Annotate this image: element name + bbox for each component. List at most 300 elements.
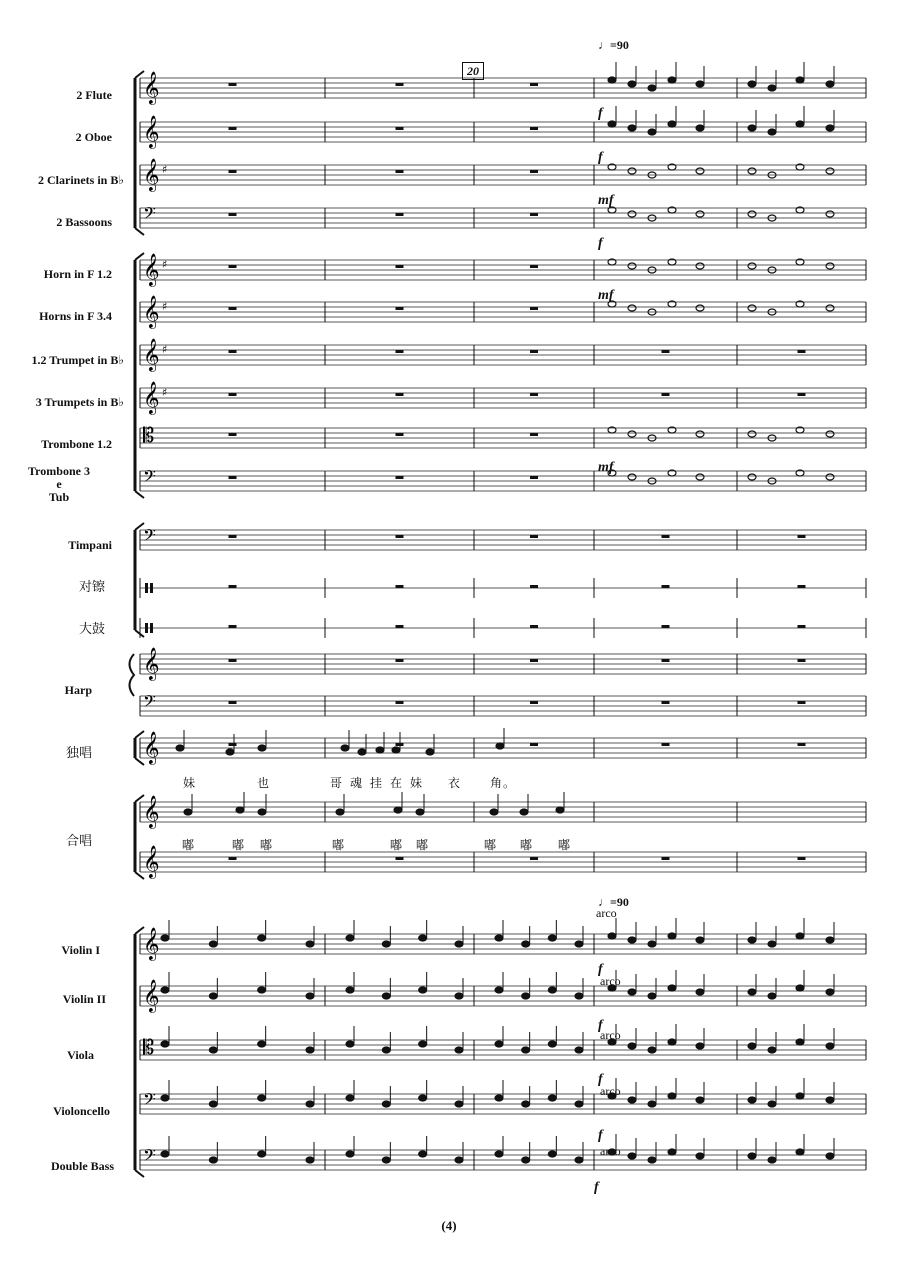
whole-rest — [662, 701, 670, 704]
note-head — [520, 809, 528, 815]
note-head — [496, 743, 504, 749]
whole-rest — [396, 170, 404, 173]
whole-rest — [396, 213, 404, 216]
whole-rest — [229, 127, 237, 130]
whole-rest — [530, 350, 538, 353]
note-head — [648, 1101, 656, 1107]
note-head — [416, 809, 424, 815]
whole-rest — [530, 585, 538, 588]
note-head — [258, 809, 266, 815]
note-head — [696, 1153, 704, 1159]
treble-clef-icon: 𝄞 — [143, 731, 160, 764]
treble-clef-icon: 𝄞 — [143, 71, 160, 104]
label-bassoon: 2 Bassoons — [56, 215, 112, 229]
note-head — [696, 168, 704, 174]
note-head — [209, 1101, 217, 1107]
note-head — [748, 305, 756, 311]
whole-rest — [662, 743, 670, 746]
whole-rest — [530, 170, 538, 173]
arco-vln1: arco — [596, 906, 617, 920]
note-head — [668, 77, 676, 83]
note-head — [668, 121, 676, 127]
note-head — [382, 1047, 390, 1053]
note-head — [796, 985, 804, 991]
percussion-clef-icon — [150, 623, 153, 633]
note-head — [696, 989, 704, 995]
treble-clef-icon: 𝄞 — [143, 338, 160, 371]
note-head — [382, 1101, 390, 1107]
note-head — [392, 747, 400, 753]
whole-rest — [798, 535, 806, 538]
note-head — [258, 1151, 266, 1157]
whole-rest — [229, 476, 237, 479]
note-head — [748, 431, 756, 437]
note-head — [628, 989, 636, 995]
whole-rest — [798, 743, 806, 746]
tempo-marking-strings: ♩=90 — [598, 895, 629, 909]
solo-lyric: 在 — [390, 776, 404, 790]
note-head — [628, 1043, 636, 1049]
whole-rest — [798, 701, 806, 704]
label-viola: Viola — [67, 1048, 94, 1062]
label-solo: 独唱 — [65, 745, 92, 760]
note-head — [768, 1047, 776, 1053]
rehearsal-mark: 20 — [462, 62, 484, 80]
treble-clef-icon: 𝄞 — [143, 927, 160, 960]
note-head — [419, 1041, 427, 1047]
note-head — [748, 1043, 756, 1049]
whole-rest — [662, 659, 670, 662]
label-tpt3: 3 Trumpets in B♭ — [35, 395, 124, 409]
note-head — [358, 749, 366, 755]
note-head — [826, 211, 834, 217]
note-head — [648, 129, 656, 135]
treble-clef-icon: 𝄞 — [143, 253, 160, 286]
note-head — [628, 211, 636, 217]
whole-rest — [396, 265, 404, 268]
note-head — [696, 125, 704, 131]
whole-rest — [530, 476, 538, 479]
whole-rest — [229, 701, 237, 704]
note-head — [258, 1041, 266, 1047]
whole-rest — [396, 307, 404, 310]
note-head — [346, 1041, 354, 1047]
note-head — [495, 987, 503, 993]
label-vln2: Violin II — [62, 992, 106, 1006]
dynamic-bassoon: f — [598, 236, 603, 251]
alto-clef-icon: 𝄡 — [143, 423, 155, 447]
note-head — [648, 1157, 656, 1163]
whole-rest — [530, 857, 538, 860]
note-head — [419, 1095, 427, 1101]
label-tpt12: 1.2 Trumpet in B♭ — [31, 353, 124, 367]
note-head — [826, 81, 834, 87]
label-harp: Harp — [64, 683, 92, 697]
system-bracket — [135, 228, 144, 235]
note-head — [796, 1039, 804, 1045]
tempo-marking-top: ♩=90 — [598, 38, 629, 52]
harp-brace — [130, 654, 135, 696]
note-head — [768, 85, 776, 91]
sharp-icon: ♯ — [162, 163, 168, 176]
note-head — [826, 989, 834, 995]
note-head — [382, 941, 390, 947]
sharp-icon: ♯ — [162, 258, 168, 271]
note-head — [748, 125, 756, 131]
note-head — [826, 125, 834, 131]
note-head — [696, 263, 704, 269]
note-head — [696, 81, 704, 87]
dynamic-viola: f — [598, 1072, 603, 1087]
note-head — [628, 125, 636, 131]
note-head — [696, 1043, 704, 1049]
note-head — [796, 77, 804, 83]
note-head — [628, 168, 636, 174]
whole-rest — [530, 625, 538, 628]
note-head — [426, 749, 434, 755]
note-head — [696, 474, 704, 480]
dynamic-tbn3: mf — [598, 460, 614, 475]
whole-rest — [396, 393, 404, 396]
bass-clef-icon: 𝄢 — [143, 203, 156, 227]
whole-rest — [798, 393, 806, 396]
note-head — [495, 1151, 503, 1157]
note-head — [608, 77, 616, 83]
whole-rest — [396, 625, 404, 628]
chorus-lyric: 嘟 — [520, 838, 534, 852]
note-head — [748, 937, 756, 943]
arco-viola: arco — [600, 1028, 621, 1042]
note-head — [209, 941, 217, 947]
note-head — [548, 1041, 556, 1047]
treble-clef-icon: 𝄞 — [143, 845, 160, 878]
note-head — [548, 935, 556, 941]
note-head — [495, 1041, 503, 1047]
note-head — [209, 1047, 217, 1053]
note-head — [826, 431, 834, 437]
note-head — [748, 263, 756, 269]
note-head — [258, 1095, 266, 1101]
note-head — [826, 168, 834, 174]
arco-vln2: arco — [600, 974, 621, 988]
note-head — [490, 809, 498, 815]
percussion-clef-icon — [150, 583, 153, 593]
whole-rest — [229, 307, 237, 310]
note-head — [668, 1093, 676, 1099]
whole-rest — [229, 585, 237, 588]
note-head — [628, 1097, 636, 1103]
whole-rest — [229, 857, 237, 860]
note-head — [306, 993, 314, 999]
dynamic-clarinet: mf — [598, 193, 614, 208]
whole-rest — [662, 625, 670, 628]
sharp-icon: ♯ — [162, 300, 168, 313]
note-head — [258, 745, 266, 751]
note-head — [184, 809, 192, 815]
chorus-lyric: 嘟 — [390, 838, 404, 852]
bass-clef-icon: 𝄢 — [143, 466, 156, 490]
whole-rest — [530, 659, 538, 662]
note-head — [548, 1151, 556, 1157]
whole-rest — [798, 585, 806, 588]
note-head — [341, 745, 349, 751]
note-head — [455, 1047, 463, 1053]
whole-rest — [229, 265, 237, 268]
note-head — [548, 987, 556, 993]
note-head — [628, 263, 636, 269]
alto-clef-icon: 𝄡 — [143, 1035, 155, 1059]
chorus-lyric: 嘟 — [416, 838, 430, 852]
note-head — [209, 1157, 217, 1163]
solo-lyric: 挂 — [370, 776, 384, 790]
note-head — [826, 1153, 834, 1159]
note-head — [376, 747, 384, 753]
whole-rest — [530, 265, 538, 268]
solo-lyric: 妹 — [410, 776, 424, 790]
note-head — [768, 1157, 776, 1163]
note-head — [161, 987, 169, 993]
whole-rest — [662, 585, 670, 588]
note-head — [696, 1097, 704, 1103]
whole-rest — [396, 350, 404, 353]
note-head — [161, 1041, 169, 1047]
note-head — [455, 993, 463, 999]
note-head — [768, 993, 776, 999]
note-head — [346, 1151, 354, 1157]
note-head — [161, 1095, 169, 1101]
dynamic-flute: f — [598, 106, 603, 121]
whole-rest — [229, 213, 237, 216]
note-head — [258, 935, 266, 941]
whole-rest — [798, 625, 806, 628]
chorus-lyric: 嘟 — [332, 838, 346, 852]
note-head — [748, 989, 756, 995]
note-head — [648, 85, 656, 91]
note-head — [306, 1157, 314, 1163]
treble-clef-icon: 𝄞 — [143, 979, 160, 1012]
note-head — [648, 993, 656, 999]
whole-rest — [396, 127, 404, 130]
solo-lyric: 妹 — [183, 776, 197, 790]
note-head — [826, 474, 834, 480]
bass-clef-icon: 𝄢 — [143, 691, 156, 715]
whole-rest — [662, 350, 670, 353]
label-clarinet: 2 Clarinets in B♭ — [38, 173, 124, 187]
note-head — [768, 941, 776, 947]
note-head — [796, 121, 804, 127]
whole-rest — [662, 857, 670, 860]
bass-clef-icon: 𝄢 — [143, 525, 156, 549]
whole-rest — [229, 625, 237, 628]
note-head — [382, 1157, 390, 1163]
chorus-lyric: 嘟 — [558, 838, 572, 852]
note-head — [628, 474, 636, 480]
note-head — [306, 1047, 314, 1053]
note-head — [608, 933, 616, 939]
whole-rest — [396, 433, 404, 436]
dynamic-cello: f — [598, 1128, 603, 1143]
note-head — [382, 993, 390, 999]
note-head — [336, 809, 344, 815]
treble-clef-icon: 𝄞 — [143, 381, 160, 414]
whole-rest — [530, 393, 538, 396]
note-head — [575, 1157, 583, 1163]
note-head — [575, 941, 583, 947]
note-head — [346, 987, 354, 993]
sharp-icon: ♯ — [162, 343, 168, 356]
note-head — [419, 987, 427, 993]
note-head — [796, 933, 804, 939]
note-head — [696, 937, 704, 943]
arco-bass: arco — [600, 1144, 621, 1158]
note-head — [161, 1151, 169, 1157]
whole-rest — [530, 701, 538, 704]
note-head — [258, 987, 266, 993]
percussion-clef-icon — [145, 623, 148, 633]
note-head — [668, 1039, 676, 1045]
whole-rest — [662, 535, 670, 538]
note-head — [628, 937, 636, 943]
note-head — [608, 121, 616, 127]
label-bass: Double Bass — [50, 1159, 114, 1173]
treble-clef-icon: 𝄞 — [143, 647, 160, 680]
note-head — [236, 807, 244, 813]
whole-rest — [229, 433, 237, 436]
note-head — [419, 935, 427, 941]
note-head — [768, 129, 776, 135]
bass-clef-icon: 𝄢 — [143, 1089, 156, 1113]
note-head — [826, 305, 834, 311]
note-head — [522, 1047, 530, 1053]
note-head — [628, 305, 636, 311]
label-cello: Violoncello — [53, 1104, 110, 1118]
note-head — [748, 1097, 756, 1103]
note-head — [306, 941, 314, 947]
note-head — [796, 1149, 804, 1155]
label-chorus: 合唱 — [65, 833, 92, 848]
note-head — [748, 211, 756, 217]
label-vln1: Violin I — [61, 943, 100, 957]
note-head — [696, 305, 704, 311]
dynamic-oboe: f — [598, 150, 603, 165]
whole-rest — [662, 393, 670, 396]
note-head — [419, 1151, 427, 1157]
whole-rest — [229, 535, 237, 538]
label-horn12: Horn in F 1.2 — [43, 267, 112, 281]
whole-rest — [396, 535, 404, 538]
note-head — [575, 1101, 583, 1107]
note-head — [668, 933, 676, 939]
whole-rest — [530, 307, 538, 310]
dynamic-horn34: mf — [598, 288, 614, 303]
whole-rest — [530, 213, 538, 216]
note-head — [176, 745, 184, 751]
note-head — [748, 81, 756, 87]
note-head — [826, 263, 834, 269]
whole-rest — [229, 83, 237, 86]
note-head — [209, 993, 217, 999]
whole-rest — [396, 857, 404, 860]
treble-clef-icon: 𝄞 — [143, 295, 160, 328]
note-head — [748, 168, 756, 174]
solo-lyric: 衣 — [448, 776, 462, 790]
note-head — [226, 749, 234, 755]
note-head — [628, 81, 636, 87]
chorus-lyric: 嘟 — [484, 838, 498, 852]
system-bracket — [135, 491, 144, 498]
chorus-lyric: 嘟 — [182, 838, 196, 852]
whole-rest — [530, 535, 538, 538]
solo-lyric: 角。 — [490, 776, 517, 790]
system-bracket — [135, 1170, 144, 1177]
solo-lyric: 魂 — [350, 776, 364, 790]
sharp-icon: ♯ — [162, 386, 168, 399]
note-head — [768, 1101, 776, 1107]
note-head — [455, 1157, 463, 1163]
note-head — [306, 1101, 314, 1107]
label-bassdrum: 大鼓 — [78, 621, 105, 636]
treble-clef-icon: 𝄞 — [143, 158, 160, 191]
note-head — [628, 431, 636, 437]
note-head — [346, 1095, 354, 1101]
note-head — [826, 1043, 834, 1049]
note-head — [495, 1095, 503, 1101]
note-head — [495, 935, 503, 941]
note-head — [522, 1157, 530, 1163]
whole-rest — [798, 857, 806, 860]
note-head — [628, 1153, 636, 1159]
note-head — [522, 993, 530, 999]
note-head — [826, 937, 834, 943]
note-head — [575, 993, 583, 999]
note-head — [696, 431, 704, 437]
whole-rest — [396, 659, 404, 662]
whole-rest — [229, 659, 237, 662]
note-head — [796, 1093, 804, 1099]
bass-clef-icon: 𝄢 — [143, 1145, 156, 1169]
label-oboe: 2 Oboe — [75, 130, 112, 144]
arco-cello: arco — [600, 1084, 621, 1098]
label-flute: 2 Flute — [76, 88, 112, 102]
whole-rest — [396, 476, 404, 479]
treble-clef-icon: 𝄞 — [143, 795, 160, 828]
note-head — [748, 474, 756, 480]
whole-rest — [396, 585, 404, 588]
note-head — [455, 1101, 463, 1107]
whole-rest — [798, 659, 806, 662]
whole-rest — [530, 127, 538, 130]
whole-rest — [396, 83, 404, 86]
note-head — [668, 1149, 676, 1155]
dynamic-vln1: f — [598, 962, 603, 977]
chorus-lyric: 嘟 — [260, 838, 274, 852]
note-head — [826, 1097, 834, 1103]
dynamic-bass: f — [594, 1180, 599, 1195]
note-head — [161, 935, 169, 941]
whole-rest — [396, 701, 404, 704]
note-head — [556, 807, 564, 813]
whole-rest — [530, 743, 538, 746]
solo-lyric: 也 — [257, 776, 271, 790]
whole-rest — [798, 350, 806, 353]
note-head — [522, 941, 530, 947]
note-head — [394, 807, 402, 813]
whole-rest — [229, 350, 237, 353]
chorus-lyric: 嘟 — [232, 838, 246, 852]
label-tbn12: Trombone 1.2 — [41, 437, 112, 451]
whole-rest — [530, 433, 538, 436]
whole-rest — [229, 393, 237, 396]
